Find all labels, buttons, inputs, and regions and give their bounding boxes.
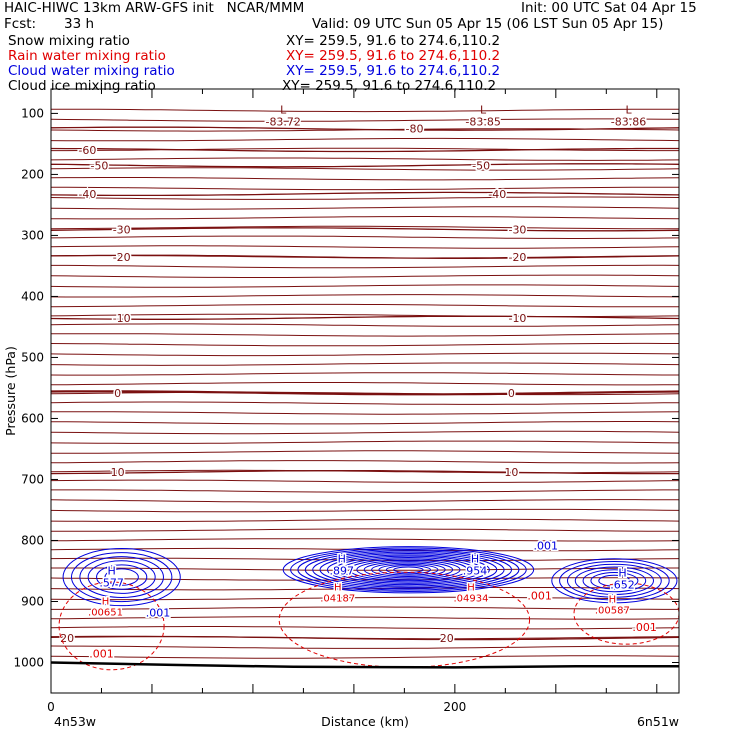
temperature-contour-line [51,109,679,111]
y-axis-label: Pressure (hPa) [3,346,18,436]
temperature-label: 10 [504,466,519,480]
y-tick-label: 800 [21,533,44,548]
minimum-marker: L [625,103,632,117]
forecast-hour: 33 h [64,16,95,32]
temperature-isotherm [51,127,679,130]
field-name-snow: Snow mixing ratio [8,33,130,49]
temperature-contour-line [51,285,679,287]
cloud-water-max-value: .577 [99,576,124,590]
temperature-contour-line [51,646,679,648]
y-tick-label: 500 [21,350,44,365]
x-tick-label: 200 [443,700,467,714]
temperature-label: 20 [439,632,454,646]
temperature-contour-line [51,461,679,463]
temperature-contour-line [51,275,679,277]
temperature-contour-line [51,412,679,414]
y-tick-label: 600 [21,411,44,426]
temperature-contour-line [51,509,679,511]
temperature-contour-line [51,236,679,238]
temperature-contour-line [51,451,679,453]
y-tick-label: 200 [21,167,44,182]
temperature-contour-line [51,314,679,316]
rain-max-value: .00651 [88,607,124,619]
minimum-marker: L [480,103,487,117]
contour-value-label: .001 [89,647,114,661]
temperature-contour-line [51,490,679,492]
rain-max-marker: H [101,596,110,608]
temperature-contour-line [51,627,679,629]
right-endpoint-label: 6n51w [636,714,679,729]
cloud-water-max-marker: H [618,566,627,580]
cloud-water-max-marker: H [107,564,116,578]
field-xy-snow: XY= 259.5, 91.6 to 274.6,110.2 [286,33,501,49]
temperature-contour-line [51,343,679,345]
temperature-contour-line [51,187,679,189]
temperature-label: -80 [405,122,424,136]
temperature-contour-line [51,539,679,541]
temperature-label: -10 [508,311,527,325]
cloud-water-max-value: .954 [462,564,488,578]
temperature-contour-line [51,119,679,121]
cloud-water-max-value: .897 [329,564,355,578]
valid-time: Valid: 09 UTC Sun 05 Apr 15 (06 LST Sun 05 Apr 15) [312,16,664,32]
temperature-contour-line [51,197,679,199]
temperature-label: 0 [507,386,515,400]
field-xy-cloud-water: XY= 259.5, 91.6 to 274.6,110.2 [286,63,501,79]
temperature-contour-line [51,519,679,521]
temperature-label: -20 [508,250,527,264]
y-tick-label: 700 [21,472,44,487]
x-tick-label: 0 [47,700,55,714]
temperature-isotherm [51,164,679,167]
cloud-water-max-value: .652 [610,578,635,592]
temperature-contour-line [51,441,679,443]
temperature-isotherm [51,192,679,195]
y-tick-label: 900 [21,594,44,609]
temperature-label: -40 [78,187,97,201]
y-tick-label: 100 [21,106,44,121]
temperature-contour-line [51,480,679,482]
temperature-label: -50 [472,159,491,173]
temperature-contour-line [51,265,679,267]
temperature-contour-line [51,304,679,306]
temperature-contour-line [51,529,679,531]
temperature-label: 20 [60,632,75,646]
rain-max-value: .04934 [453,593,489,605]
temperature-contour-line [51,168,679,170]
rain-max-value: .00587 [594,605,630,617]
temperature-isotherm [51,255,679,258]
temperature-contour-line [51,334,679,336]
y-tick-label: 300 [21,228,44,243]
temperature-contour-line [51,178,679,180]
y-tick-label: 400 [21,289,44,304]
contour-value-label: .001 [145,606,171,620]
temperature-label: -60 [78,144,97,158]
minimum-marker: L [280,103,287,117]
temperature-contour-line [51,353,679,355]
temperature-contour-line [51,246,679,248]
temperature-contour-line [51,422,679,424]
temperature-label: -10 [112,311,131,325]
left-endpoint-label: 4n53w [54,714,97,729]
minimum-value: -83.72 [265,115,301,129]
temperature-isotherm [51,316,679,319]
temperature-contour-line [51,363,679,365]
field-name-rain: Rain water mixing ratio [8,48,166,64]
contour-value-label: .001 [632,621,657,635]
temperature-contour-line [51,207,679,209]
contour-value-label: .001 [527,589,552,603]
field-name-cloud-ice: Cloud ice mixing ratio [8,78,156,94]
temperature-contour-line [51,383,679,385]
temperature-label: 0 [114,386,122,400]
rain-max-value: .04187 [320,593,356,605]
minimum-value: -83.86 [610,115,647,129]
init-time: Init: 00 UTC Sat 04 Apr 15 [521,0,697,16]
temperature-contour-line [51,656,679,658]
temperature-contour-line [51,324,679,326]
plot-title: HAIC-HIWC 13km ARW-GFS init NCAR/MMM [4,0,305,16]
temperature-label: -30 [508,223,527,237]
field-xy-cloud-ice: XY= 259.5, 91.6 to 274.6,110.2 [282,78,497,94]
rain-max-marker: H [608,594,617,606]
minimum-value: -83.85 [465,115,501,129]
temperature-contour-line [51,158,679,160]
rain-max-marker: H [467,582,475,594]
cloud-water-max-marker: H [337,552,346,566]
temperature-contour-line [51,217,679,219]
temperature-contour-line [51,138,679,140]
cloud-water-max-marker: H [470,552,480,566]
rain-max-marker: H [333,582,342,594]
temperature-label: -20 [112,250,131,264]
temperature-label: -30 [112,223,131,237]
x-axis-label: Distance (km) [321,714,409,729]
temperature-label: -50 [90,159,109,173]
y-tick-label: 1000 [13,655,44,670]
field-name-cloud-water: Cloud water mixing ratio [8,63,175,79]
temperature-contour-line [51,500,679,502]
temperature-contour-line [51,295,679,297]
temperature-contour-line [51,431,679,433]
field-xy-rain: XY= 259.5, 91.6 to 274.6,110.2 [286,48,501,64]
temperature-label: 10 [110,466,125,480]
forecast-label: Fcst: [4,16,37,32]
temperature-contour-line [51,402,679,404]
temperature-contour-line [51,373,679,375]
contour-value-label: .001 [533,539,558,553]
temperature-label: -40 [488,187,507,201]
